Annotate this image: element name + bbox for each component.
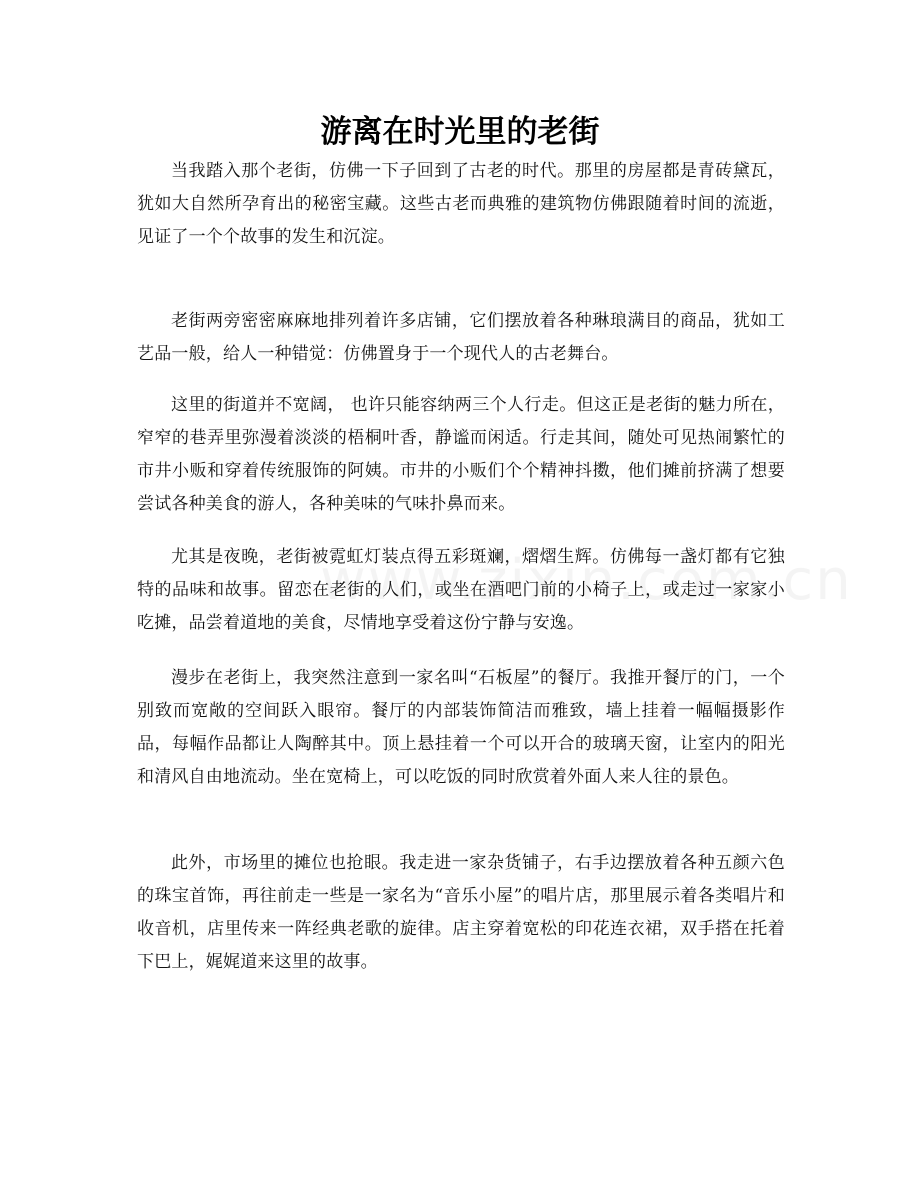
paragraph-5: 漫步在老街上，我突然注意到一家名叫“石板屋”的餐厅。我推开餐厅的门，一个别致而宽敞的空间跃入眼帘。餐厅的内部装饰简洁而雅致，墙上挂着一幅幅摄影作品，每幅作品都让人陶醉其中。顶上悬挂着一个可以开合的玻璃天窗，让室内的阳光和清风自由地流动。坐在宽椅上，可以吃饭的同时欣赏着外面人来人往的景色。 bbox=[137, 668, 785, 787]
paragraph-1: 当我踏入那个老街，仿佛一下子回到了古老的时代。那里的房屋都是青砖黛瓦，犹如大自然所孕育出的秘密宝藏。这些古老而典雅的建筑物仿佛跟随着时间的流逝，见证了一个个故事的发生和沉淀。 bbox=[137, 161, 785, 247]
paragraph-4: 尤其是夜晚，老街被霓虹灯装点得五彩斑斓，熠熠生辉。仿佛每一盏灯都有它独特的品味和故事。留恋在老街的人们，或坐在酒吧门前的小椅子上，或走过一家家小吃摊，品尝着道地的美食，尽情地享受着这份宁静与安逸。 bbox=[137, 547, 785, 633]
paragraph-2: 老街两旁密密麻麻地排列着许多店铺，它们摆放着各种琳琅满目的商品，犹如工艺品一般，给人一种错觉：仿佛置身于一个现代人的古老舞台。 bbox=[137, 311, 785, 364]
paragraph-3: 这里的街道并不宽阔， 也许只能容纳两三个人行走。但这正是老街的魅力所在，窄窄的巷弄里弥漫着淡淡的梧桐叶香，静谧而闲适。行走其间，随处可见热闹繁忙的市井小贩和穿着传统服饰的阿姨。市井的小贩们个个精神抖擞，他们摊前挤满了想要尝试各种美食的游人，各种美味的气味扑鼻而来。 bbox=[137, 395, 785, 514]
paragraph-6: 此外，市场里的摊位也抢眼。我走进一家杂货铺子，右手边摆放着各种五颜六色的珠宝首饰，再往前走一些是一家名为“音乐小屋”的唱片店，那里展示着各类唱片和收音机，店里传来一阵经典老歌的旋律。店主穿着宽松的印花连衣裙，双手搭在托着下巴上，娓娓道来这里的故事。 bbox=[137, 853, 785, 972]
document-title: 游离在时光里的老街 bbox=[320, 114, 600, 150]
